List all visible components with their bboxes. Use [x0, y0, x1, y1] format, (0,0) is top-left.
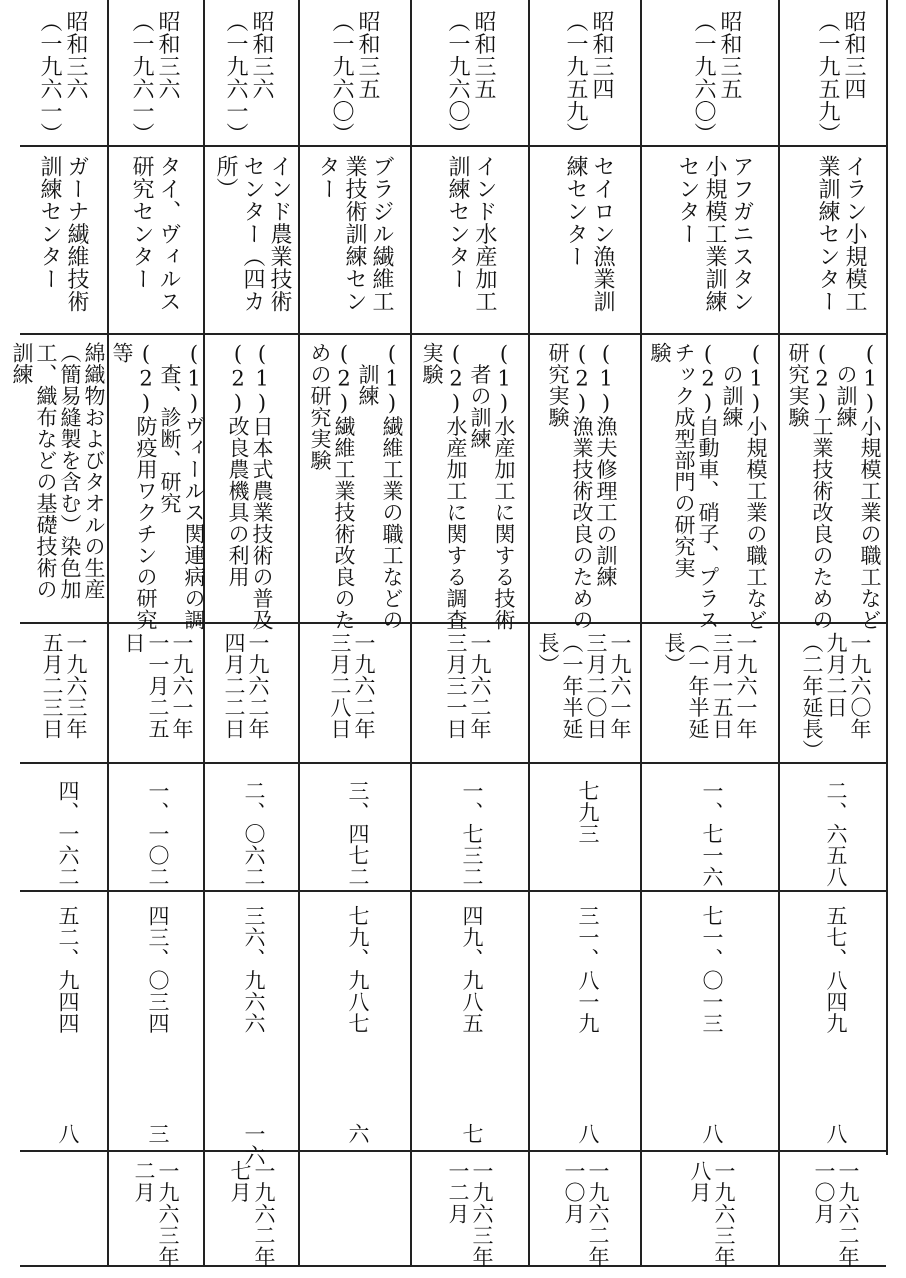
- column-2-end-date: 一九六三年 八月: [688, 1160, 736, 1268]
- column-1-period: 一九六〇年 九月二日 （二年延長）: [800, 632, 872, 761]
- column-4-era: 昭和三五 （一九六〇）: [445, 10, 496, 145]
- column-divider: [203, 0, 205, 1265]
- column-1-content: (1)小規模工業の職工など の訓練 (2)工業技術改良のための 研究実験: [786, 342, 882, 631]
- column-5-number-2: 七九、九八七: [346, 905, 370, 1034]
- row-divider: [20, 890, 886, 892]
- column-6-end-date: 一九六二年 七月: [228, 1160, 276, 1268]
- column-6-number-1: 二、〇六二: [242, 780, 266, 888]
- column-4-number-3: 七: [460, 1123, 484, 1145]
- column-8-number-3: 八: [56, 1123, 80, 1145]
- column-4-name: インド水産加工 訓練センター: [445, 155, 497, 313]
- column-3-period: 一九六一年 三月二〇日 （一年半延 長）: [536, 632, 632, 740]
- column-7-end-date: 一九六三年 二月: [132, 1160, 180, 1268]
- column-2-name: アフガニスタン 小規模工業訓練 センター: [675, 155, 754, 313]
- column-6-name: インド農業技術 センター（四カ 所）: [213, 155, 292, 313]
- column-7-number-3: 三: [146, 1123, 170, 1145]
- column-8-era: 昭和三六 （一九六一）: [37, 10, 88, 145]
- column-8-period: 一九六三年 五月二三日: [40, 632, 88, 740]
- column-6-period: 一九六二年 四月二二日: [222, 632, 270, 740]
- column-7-content: (1)ヴィールス関連病の調 査、診断、研究 (2)防疫用ワクチンの研究 等: [110, 342, 206, 631]
- column-8-number-1: 四、一六二: [56, 780, 80, 888]
- column-1-name: イラン小規模工 業訓練センター: [815, 155, 867, 313]
- column-4-period: 一九六二年 三月三一日: [444, 632, 492, 740]
- column-3-number-2: 三一、八一九: [576, 905, 600, 1034]
- column-6-content: (1)日本式農業技術の普及 (2)改良農機具の利用: [226, 342, 274, 631]
- column-divider: [640, 0, 642, 1265]
- column-2-era: 昭和三五 （一九六〇）: [691, 10, 742, 145]
- column-divider: [410, 0, 412, 1265]
- row-divider: [20, 1150, 886, 1152]
- column-3-number-1: 七九三: [576, 780, 600, 845]
- column-4-content: (1)水産加工に関する技術 者の訓練 (2)水産加工に関する調査 実験: [420, 342, 516, 631]
- column-4-number-2: 四九、九八五: [460, 905, 484, 1034]
- column-5-content: (1)繊維工業の職工などの 訓練 (2)繊維工業技術改良のた めの研究実験: [308, 342, 404, 631]
- column-3-number-3: 八: [576, 1123, 600, 1145]
- column-7-era: 昭和三六 （一九六一）: [129, 10, 180, 145]
- column-3-end-date: 一九六二年 一〇月: [562, 1160, 610, 1268]
- column-7-number-1: 一、一〇二: [146, 780, 170, 888]
- column-7-period: 一九六一年 一一月二五 日: [122, 632, 194, 740]
- column-5-name: ブラジル繊維工 業技術訓練セン ター: [315, 155, 394, 313]
- column-2-content: (1)小規模工業の職工など の訓練 (2)自動車、硝子、プラス チック成型部門の研究実 験: [648, 342, 768, 631]
- column-6-number-2: 三六、九六六: [242, 905, 266, 1034]
- column-1-number-2: 五七、八四九: [824, 905, 848, 1034]
- row-divider: [20, 145, 886, 147]
- column-7-number-2: 四三、〇三四: [146, 905, 170, 1034]
- column-2-number-2: 七一、〇一三: [700, 905, 724, 1034]
- column-1-era: 昭和三四 （一九五九）: [815, 10, 866, 145]
- column-5-period: 一九六二年 三月二八日: [328, 632, 376, 740]
- column-5-number-3: 六: [346, 1123, 370, 1145]
- column-divider: [528, 0, 530, 1265]
- table-edge: [886, 0, 888, 1155]
- column-7-name: タイ、ヴィルス 研究センター: [129, 155, 181, 313]
- column-8-number-2: 五二、九四四: [56, 905, 80, 1034]
- column-3-content: (1)漁夫修理工の訓練 (2)漁業技術改良のための 研究実験: [546, 342, 618, 631]
- row-divider: [20, 762, 886, 764]
- column-4-end-date: 一九六三年 一二月: [446, 1160, 494, 1268]
- column-divider: [778, 0, 780, 1265]
- column-5-era: 昭和三五 （一九六〇）: [329, 10, 380, 145]
- column-6-era: 昭和三六 （一九六一）: [223, 10, 274, 145]
- column-1-number-3: 八: [824, 1123, 848, 1145]
- column-3-name: セイロン漁業訓 練センター: [563, 155, 615, 313]
- column-2-number-3: 八: [700, 1123, 724, 1145]
- column-8-name: ガーナ繊維技術 訓練センター: [37, 155, 89, 313]
- column-2-number-1: 一、七一六: [700, 780, 724, 888]
- column-5-number-1: 三、四七二: [346, 780, 370, 888]
- column-4-number-1: 一、七三二: [460, 780, 484, 888]
- column-divider: [298, 0, 300, 1265]
- column-1-end-date: 一九六二年 一〇月: [812, 1160, 860, 1268]
- column-divider: [107, 0, 109, 1265]
- column-3-era: 昭和三四 （一九五九）: [563, 10, 614, 145]
- column-6-number-3: 一六: [242, 1123, 266, 1166]
- column-2-period: 一九六一年 三月一五日 （一年半延 長）: [662, 632, 758, 740]
- column-1-number-1: 二、六五八: [824, 780, 848, 888]
- column-8-content: 綿織物およびタオルの生産 （簡易縫製を含む）染色加 工、織布などの基礎技術の 訓練: [10, 342, 106, 600]
- row-divider: [20, 333, 886, 335]
